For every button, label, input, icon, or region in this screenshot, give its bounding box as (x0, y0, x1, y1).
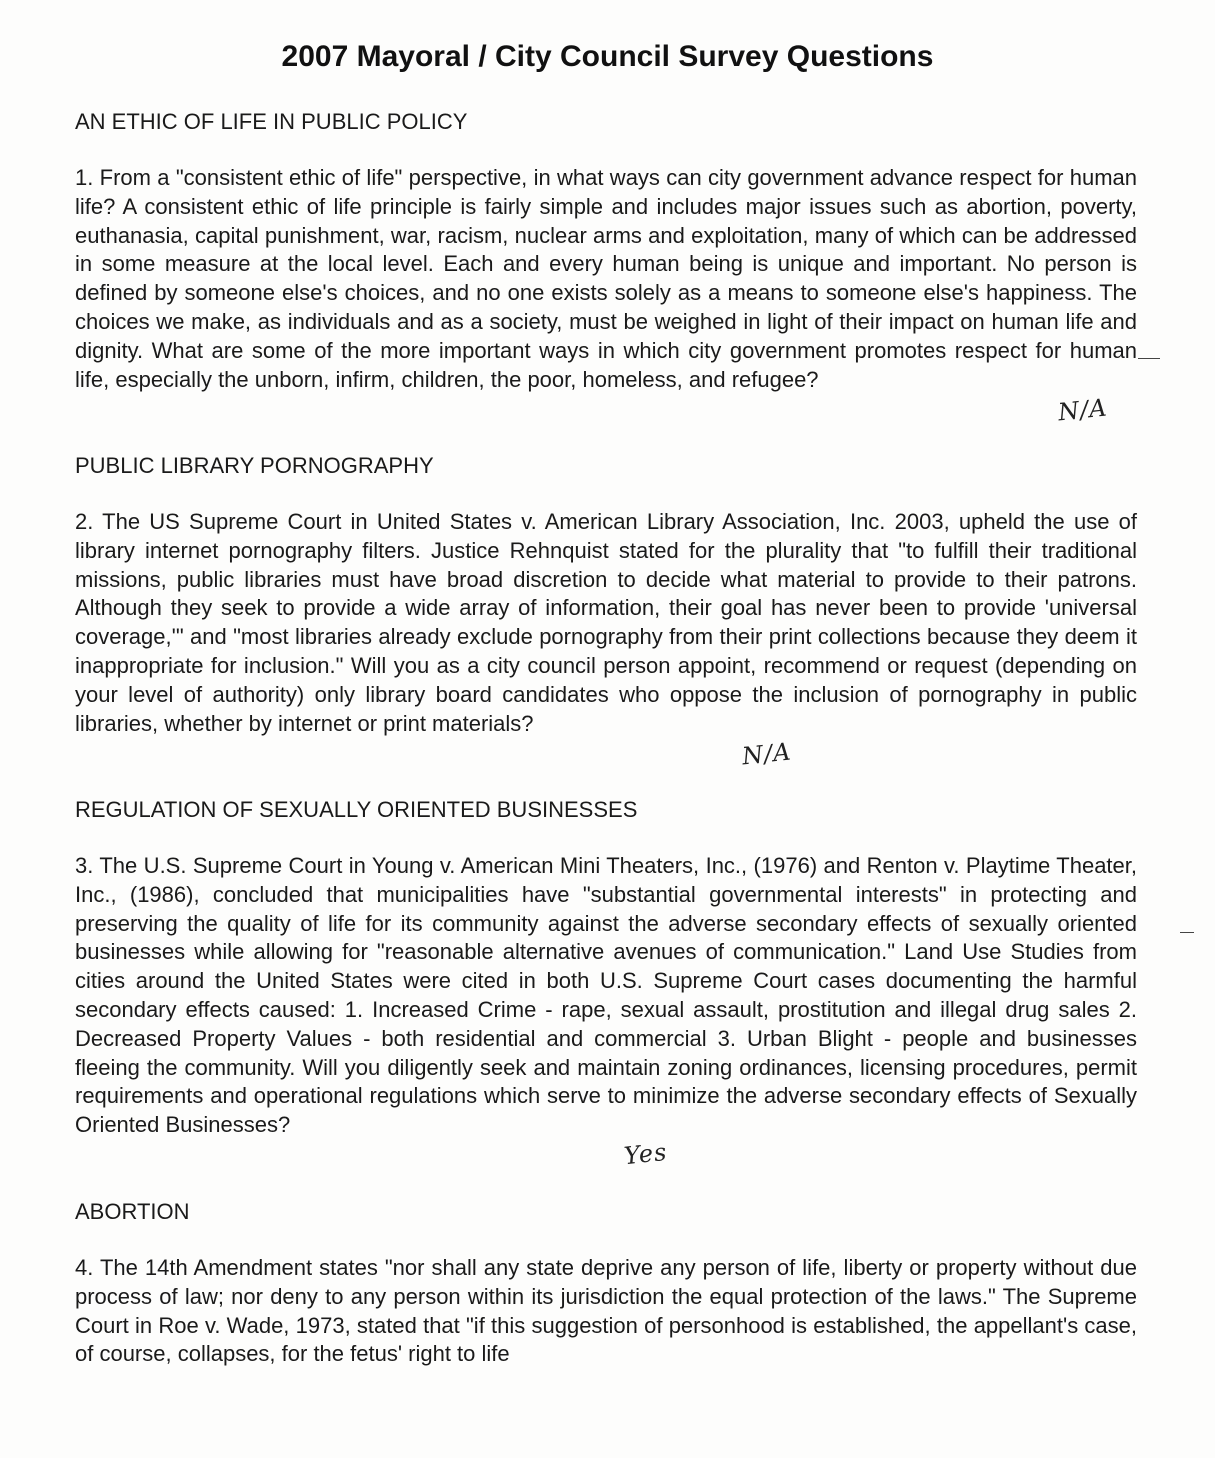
page-title: 2007 Mayoral / City Council Survey Questions (281, 40, 934, 73)
question-1-text: 1. From a "consistent ethic of life" perspective, in what ways can city government advance respect for human life? A consistent ethic of life principle is fairly simple and includes major issues such as abortion, poverty, euthanasia, capital punishment, war, racism, nuclear arms and exploitation, many of which can be addressed in some measure at the local level. Each and every human being is unique and important. No person is defined by someone else's choices, and no one exists solely as a means to someone else's happiness. The choices we make, as individuals and as a society, must be weighed in light of their impact on human life and dignity. What are some of the more important ways in which city government promotes respect for human life, especially the unborn, infirm, children, the poor, homeless, and refugee? (75, 165, 1137, 392)
pen-mark (1180, 932, 1194, 933)
section-heading-library-pornography: PUBLIC LIBRARY PORNOGRAPHY (75, 453, 434, 478)
answer-2-handwritten: N/A (740, 737, 793, 771)
section-heading-abortion: ABORTION (75, 1199, 190, 1224)
answer-1-handwritten: N/A (1056, 393, 1109, 427)
question-2-text: 2. The US Supreme Court in United States v. American Library Association, Inc. 2003, upheld the use of library internet pornography filters. Justice Rehnquist stated for the plurality that "to fulfill their traditional missions, public libraries must have broad discretion to decide what material to provide to their patrons. Although they seek to provide a wide array of information, their goal has never been to provide 'universal coverage,'" and "most libraries already exclude pornography from their print collections because they deem it inappropriate for inclusion." Will you as a city council person appoint, recommend or request (depending on your level of authority) only library board candidates who oppose the inclusion of pornography in public libraries, whether by internet or print materials? (75, 509, 1137, 736)
question-4-text: 4. The 14th Amendment states "nor shall any state deprive any person of life, liberty or property without due process of law; nor deny to any person within its jurisdiction the equal protection of the laws." The Supreme Court in Roe v. Wade, 1973, stated that "if this suggestion of personhood is established, the appellant's case, of course, collapses, for the fetus' right to life (75, 1255, 1137, 1367)
question-3-text: 3. The U.S. Supreme Court in Young v. American Mini Theaters, Inc., (1976) and Renton v. Playtime Theater, Inc., (1986), concluded that municipalities have "substantial governmental interests" in protecting and preserving the quality of life for its community against the adverse secondary effects of sexually oriented businesses while allowing for "reasonable alternative avenues of communication." Land Use Studies from cities around the United States were cited in both U.S. Supreme Court cases documenting the harmful secondary effects caused: 1. Increased Crime - rape, sexual assault, prostitution and illegal drug sales 2. Decreased Property Values - both residential and commercial 3. Urban Blight - people and businesses fleeing the community. Will you diligently seek and maintain zoning ordinances, licensing procedures, permit requirements and operational regulations which serve to minimize the adverse secondary effects of Sexually Oriented Businesses? (75, 853, 1137, 1138)
answer-3-handwritten: Yes (622, 1137, 669, 1171)
section-heading-ethic-of-life: AN ETHIC OF LIFE IN PUBLIC POLICY (75, 109, 468, 134)
section-heading-sexually-oriented-businesses: REGULATION OF SEXUALLY ORIENTED BUSINESSES (75, 797, 638, 822)
pen-mark (1138, 358, 1160, 359)
